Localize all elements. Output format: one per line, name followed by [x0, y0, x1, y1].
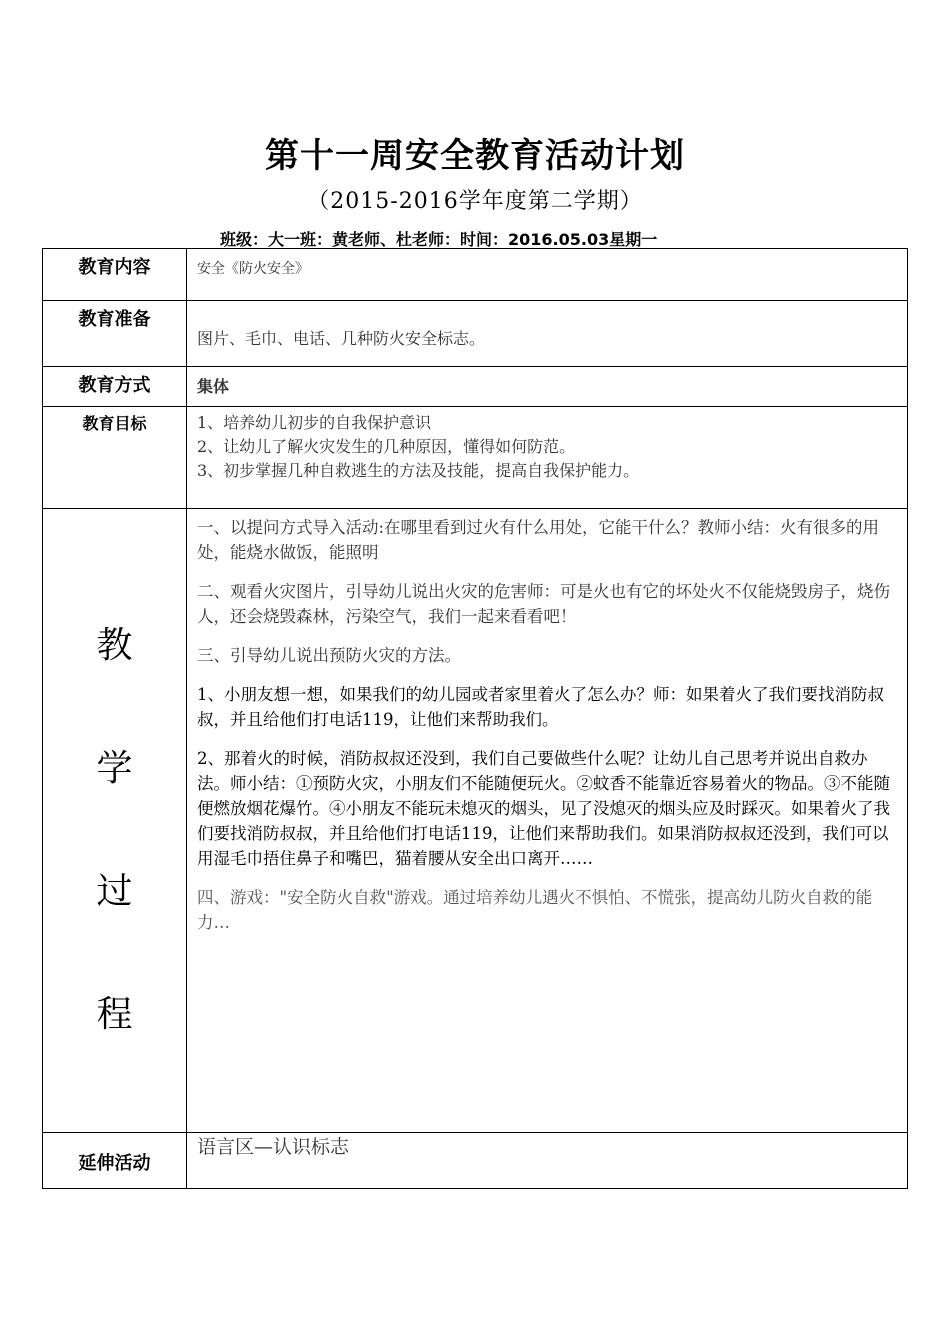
value-process — [187, 509, 908, 1133]
value-goals — [187, 407, 908, 509]
lesson-plan-table — [42, 248, 908, 1189]
process-paragraph: 2、那着火的时候，消防叔叔还没到，我们自己要做些什么呢？让幼儿自己思考并说出自救办法。师小结：①预防火灾，小朋友们不能随便玩火。②蚊香不能靠近容易着火的物品。③不能随便燃放烟花爆竹。④小朋友不能玩未熄灭的烟头，见了没熄灭的烟头应及时踩灭。如果着火了我们要找消防叔叔，并且给他们打电话119，让他们来帮助我们。如果消防叔叔还没到，我们可以用湿毛巾捂住鼻子和嘴巴，猫着腰从安全出口离开…… — [197, 749, 890, 868]
process-paragraph: 二、观看火灾图片，引导幼儿说出火灾的危害师：可是火也有它的坏处火不仅能烧毁房子，烧伤人，还会烧毁森林，污染空气，我们一起来看看吧！ — [197, 582, 890, 626]
label-goals: 教育目标 — [43, 407, 187, 509]
goal-item: 1、培养幼儿初步的自我保护意识 — [197, 413, 432, 432]
process-paragraph: 1、小朋友想一想，如果我们的幼儿园或者家里着火了怎么办？师：如果着火了我们要找消防叔叔，并且给他们打电话119，让他们来帮助我们。 — [197, 685, 884, 729]
label-process — [43, 509, 187, 1133]
value-extension: 语言区—认识标志 — [187, 1133, 908, 1189]
value-method: 集体 — [187, 367, 908, 407]
goal-item: 2、让幼儿了解火灾发生的几种原因，懂得如何防范。 — [197, 437, 576, 456]
process-char: 学 — [96, 748, 133, 789]
label-content: 教育内容 — [43, 249, 187, 301]
process-paragraph: 一、以提问方式导入活动:在哪里看到过火有什么用处，它能干什么？教师小结：火有很多的用处，能烧水做饭，能照明 — [197, 518, 880, 562]
value-content: 安全《防火安全》 — [187, 249, 908, 301]
process-paragraph: 三、引导幼儿说出预防火灾的方法。 — [197, 646, 461, 665]
process-char: 程 — [96, 994, 133, 1035]
process-char: 过 — [96, 871, 133, 912]
process-char: 教 — [96, 625, 133, 666]
label-method: 教育方式 — [43, 367, 187, 407]
row-method — [43, 367, 908, 407]
row-extension — [43, 1133, 908, 1189]
row-goals — [43, 407, 908, 509]
row-content — [43, 249, 908, 301]
goal-item: 3、初步掌握几种自救逃生的方法及技能，提高自我保护能力。 — [197, 461, 640, 480]
page-subtitle: （2015-2016学年度第二学期） — [307, 189, 643, 214]
value-preparation: 图片、毛巾、电话、几种防火安全标志。 — [187, 301, 908, 367]
process-paragraph: 四、游戏："安全防火自救"游戏。通过培养幼儿遇火不惧怕、不慌张，提高幼儿防火自救的能力… — [197, 888, 873, 932]
row-preparation — [43, 301, 908, 367]
row-process — [43, 509, 908, 1133]
class-info: 班级：大一班：黄老师、杜老师：时间：2016.05.03星期一 — [220, 230, 658, 249]
page-title: 第十一周安全教育活动计划 — [265, 136, 685, 176]
label-extension: 延伸活动 — [43, 1133, 187, 1189]
label-preparation: 教育准备 — [43, 301, 187, 367]
